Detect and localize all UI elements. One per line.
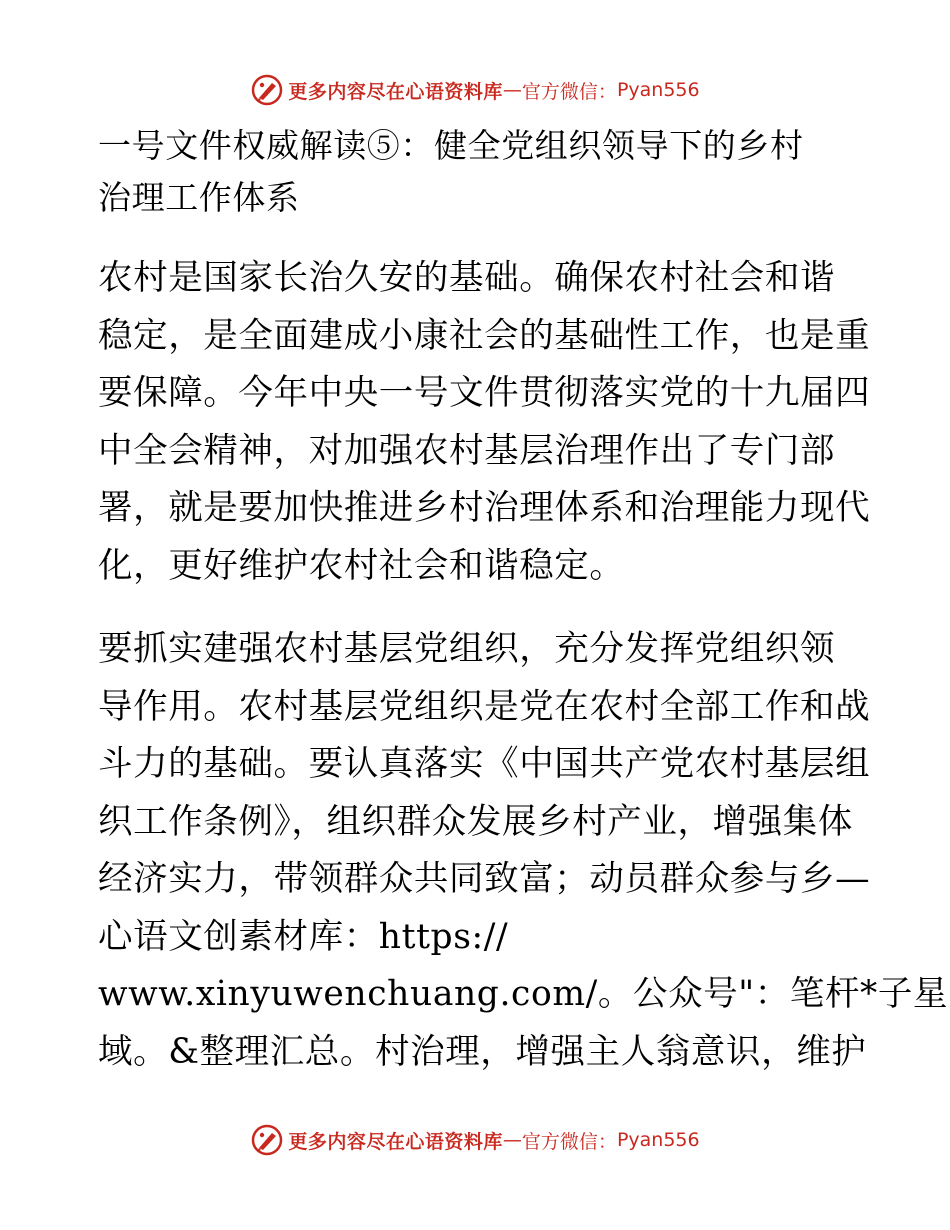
banner-wechat-label: 官方微信： <box>521 80 617 103</box>
header-banner <box>0 70 950 110</box>
paragraph-line: 农村是国家长治久安的基础。确保农村社会和谐 <box>98 258 836 298</box>
banner-wechat-label: 官方微信： <box>521 1130 617 1153</box>
banner-site-text: 更多内容尽在心语资料库 <box>288 80 503 103</box>
banner-wechat-id: Pyan556 <box>616 1129 700 1151</box>
banner-wechat-id: Pyan556 <box>616 79 700 101</box>
paragraph-line: 稳定，是全面建成小康社会的基础性工作，也是重 <box>98 315 871 356</box>
document-body <box>98 120 949 1081</box>
title-line: 治理工作体系 <box>98 178 300 217</box>
paragraph-line: www.xinyuwenchuang.com/。公众号"：笔杆*子星 <box>98 974 949 1014</box>
title-line: 一号文件权威解读⑤：健全党组织领导下的乡村 <box>98 126 804 165</box>
paragraph-line: 要保障。今年中央一号文件贯彻落实党的十九届四 <box>98 373 871 413</box>
paragraph-line: 心语文创素材库：https:// <box>98 916 509 957</box>
paragraph-line: 中全会精神，对加强农村基层治理作出了专门部 <box>98 430 836 471</box>
document-title <box>98 120 853 224</box>
paragraph-line: 署，就是要加快推进乡村治理体系和治理能力现代 <box>98 488 871 528</box>
paragraph-line: 织工作条例》，组织群众发展乡村产业，增强集体 <box>98 801 853 842</box>
banner-site-text: 更多内容尽在心语资料库 <box>288 1130 503 1153</box>
paragraph-line: 斗力的基础。要认真落实《中国共产党农村基层组 <box>98 744 871 784</box>
paragraph-line: 经济实力，带领群众共同致富；动员群众参与乡— <box>98 859 871 899</box>
pen-logo-icon <box>250 1123 284 1157</box>
banner-separator: — <box>502 1129 522 1151</box>
paragraph-1 <box>98 250 871 595</box>
banner-separator: — <box>502 79 522 101</box>
paragraph-2 <box>98 621 949 1081</box>
paragraph-line: 域。&整理汇总。村治理，增强主人翁意识，维护 <box>98 1031 867 1072</box>
paragraph-line: 导作用。农村基层党组织是党在农村全部工作和战 <box>98 686 871 727</box>
pen-logo-icon <box>250 73 284 107</box>
paragraph-line: 化，更好维护农村社会和谐稳定。 <box>98 545 625 586</box>
paragraph-line: 要抓实建强农村基层党组织，充分发挥党组织领 <box>98 629 836 669</box>
footer-banner <box>0 1120 950 1160</box>
